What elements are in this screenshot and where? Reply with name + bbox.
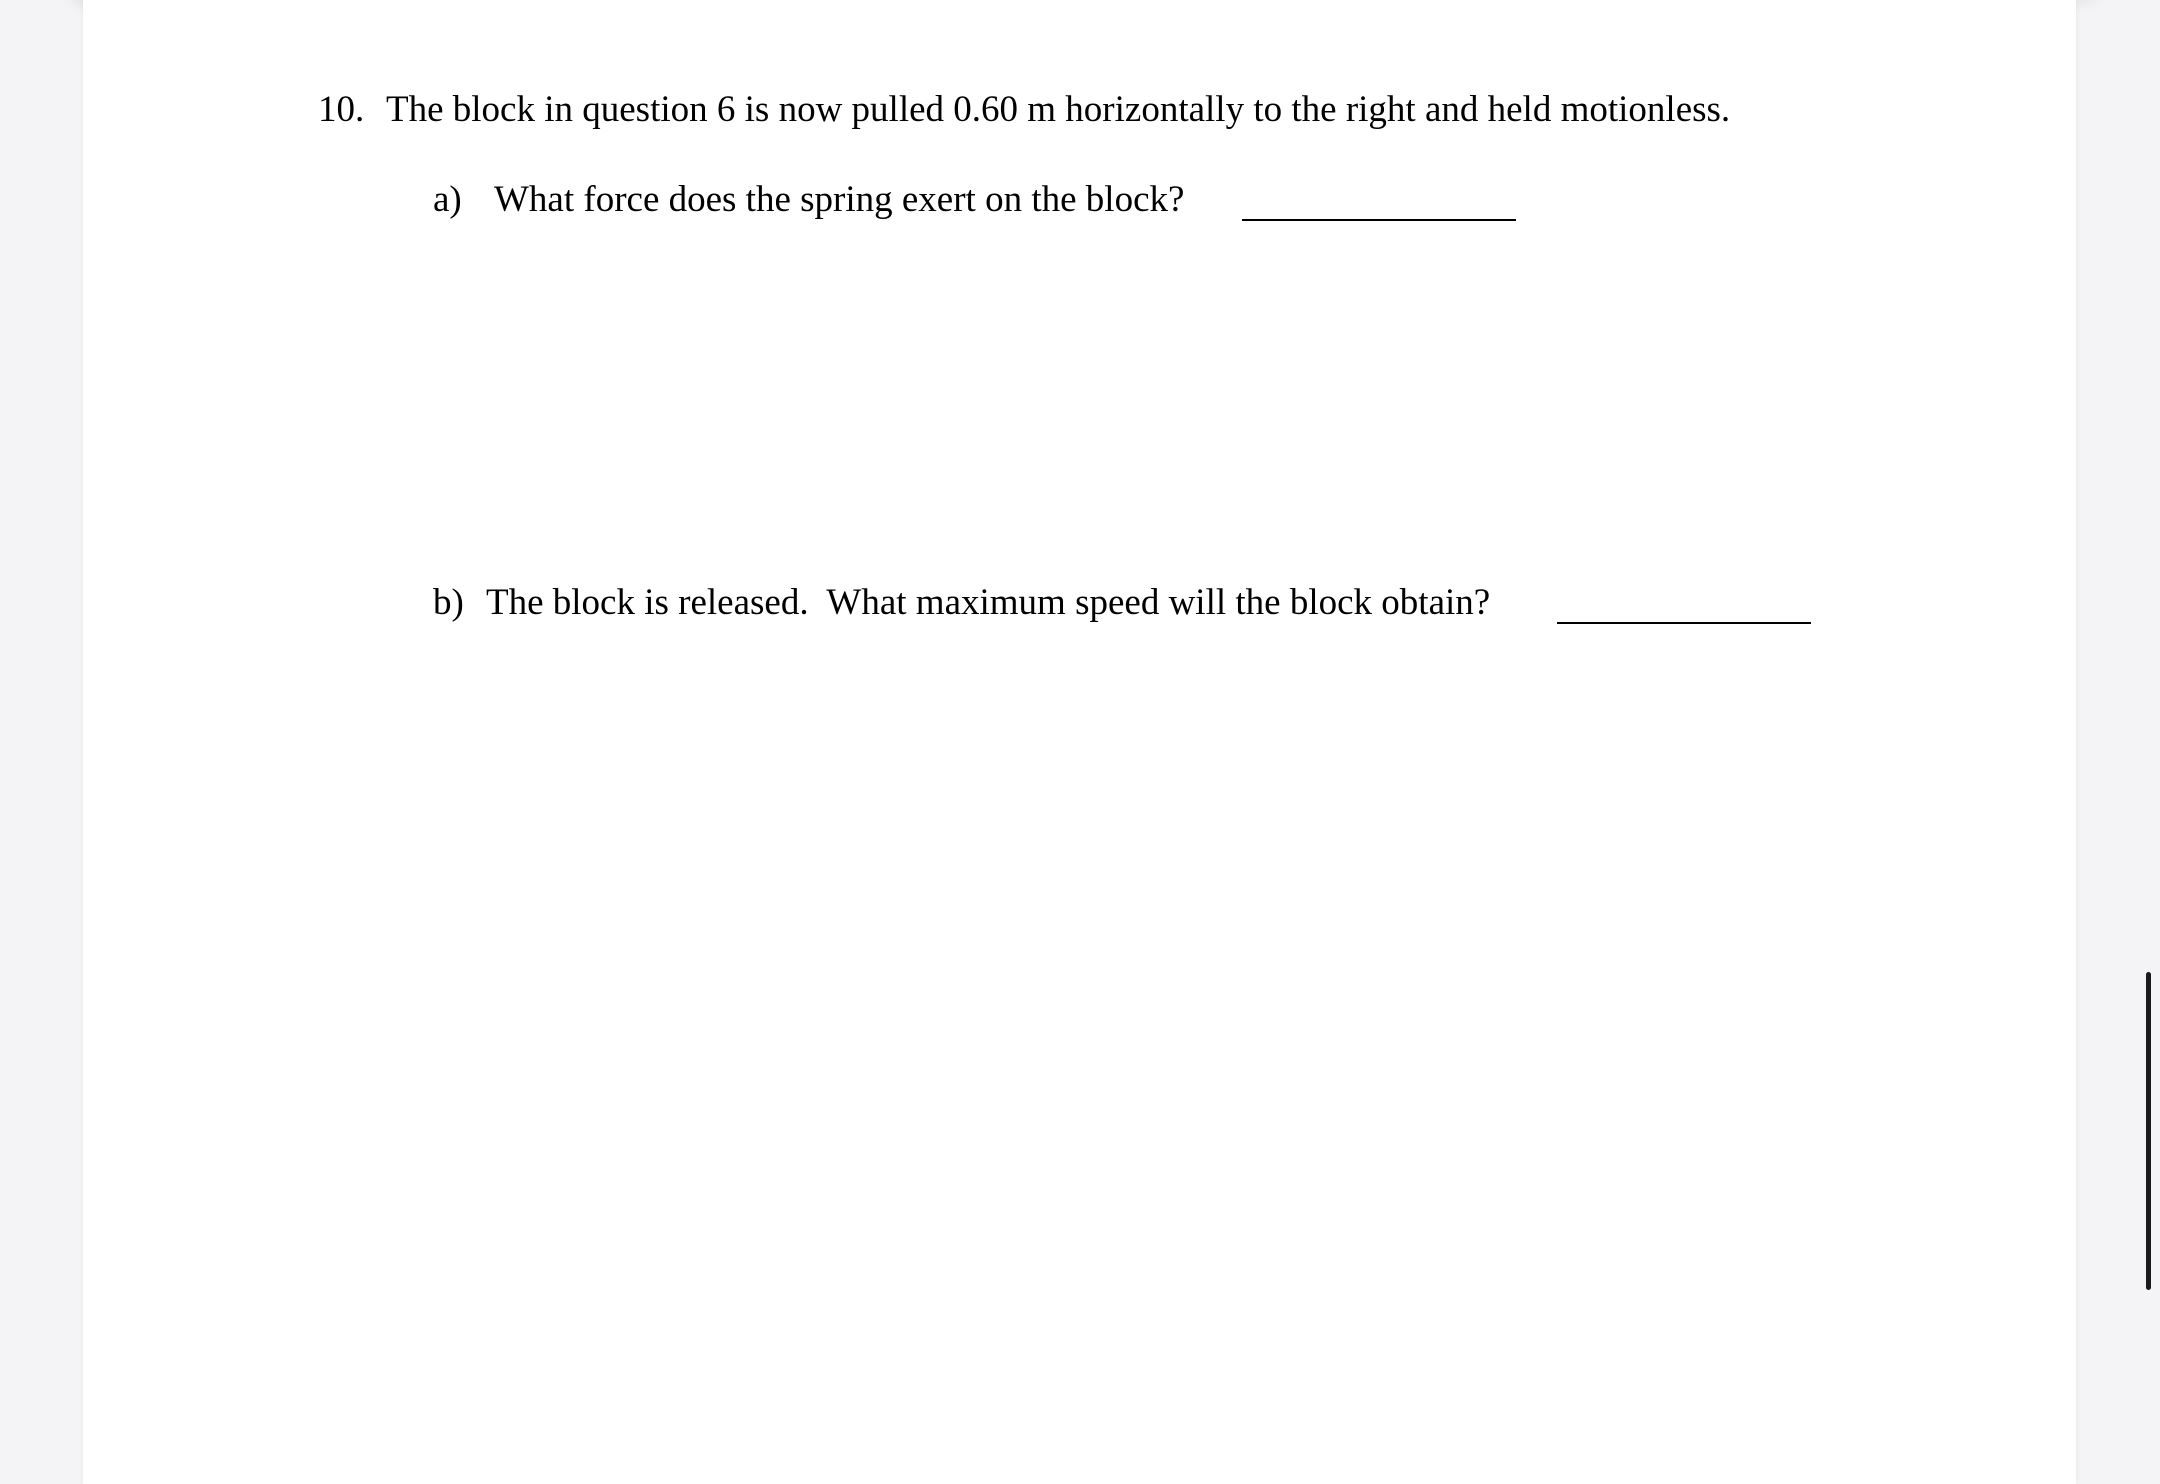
question-number: 10.: [318, 89, 365, 130]
document-page: [83, 0, 2076, 1484]
question-10: [318, 91, 1730, 128]
question-part-b: [433, 584, 1490, 621]
question-text: The block in question 6 is now pulled 0.60 m horizontally to the right and held motionless.: [386, 89, 1731, 130]
part-b-answer-blank: [1557, 622, 1811, 624]
part-b-label: b): [433, 582, 464, 623]
part-a-text: What force does the spring exert on the block?: [494, 179, 1185, 220]
vertical-scrollbar-thumb[interactable]: [2146, 972, 2151, 1290]
part-a-answer-blank: [1242, 219, 1516, 221]
question-part-a: [433, 181, 1184, 218]
part-a-label: a): [433, 179, 462, 220]
part-b-text: The block is released. What maximum speed will the block obtain?: [486, 582, 1491, 623]
